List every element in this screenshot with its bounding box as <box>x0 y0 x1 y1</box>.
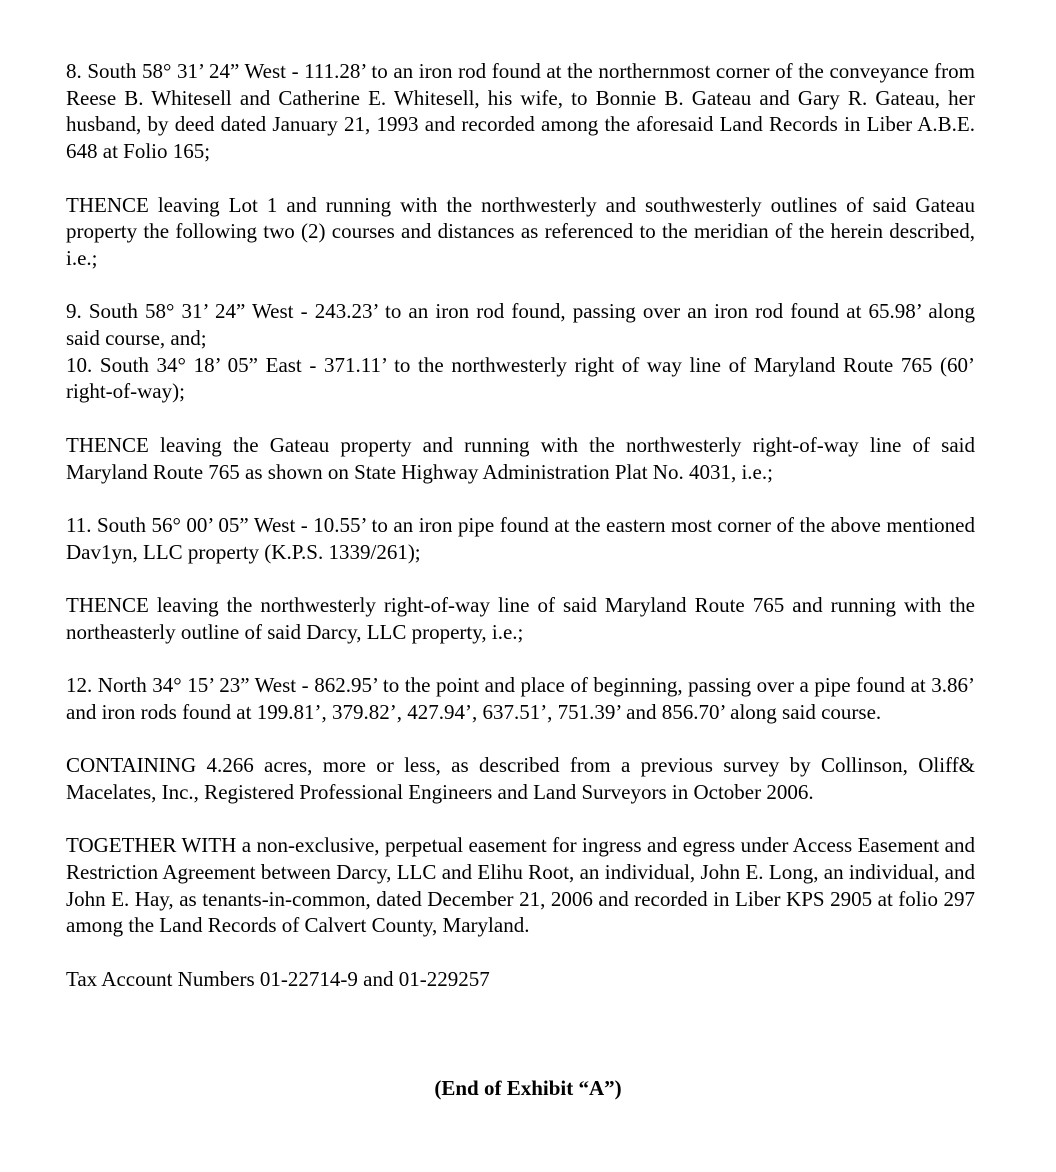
thence-route765-paragraph: THENCE leaving the northwesterly right-of-way line of said Maryland Route 765 and running with the northeasterly outline of said Darcy, LLC property, i.e.; <box>66 592 975 644</box>
containing-paragraph: CONTAINING 4.266 acres, more or less, as described from a previous survey by Collinson, Oliff& Macelates, Inc., Registered Professional Engineers and Land Surveyors in October 2006. <box>66 753 975 804</box>
paragraph-gap <box>66 272 975 299</box>
together-with-paragraph: TOGETHER WITH a non-exclusive, perpetual easement for ingress and egress under Access Easement and Restriction Agreement between Darcy, LLC and Elihu Root, an individual, John E. Long, an individual, and John E. Hay, as tenants-in-common, dated December 21, 2006 and recorded in Liber KPS 2905 at folio 297 among the Land Records of Calvert County, Maryland. <box>66 833 975 938</box>
paragraph-gap <box>66 565 975 592</box>
course-10-paragraph: 10. South 34° 18’ 05” East - 371.11’ to the northwesterly right of way line of Maryland Route 765 (60’ right-of-way); <box>66 352 975 404</box>
tax-account-paragraph: Tax Account Numbers 01-22714-9 and 01-229257 <box>66 966 490 991</box>
course-9-paragraph: 9. South 58° 31’ 24” West - 243.23’ to an iron rod found, passing over an iron rod found at 65.98’ along said course, and; <box>66 299 975 350</box>
paragraph-gap <box>66 165 975 192</box>
course-11-paragraph: 11. South 56° 00’ 05” West - 10.55’ to an iron pipe found at the eastern most corner of the above mentioned Dav1yn, LLC property (K.P.S. 1339/261); <box>66 512 975 564</box>
thence-gateau-paragraph: THENCE leaving the Gateau property and running with the northwesterly right-of-way line of said Maryland Route 765 as shown on State Highway Administration Plat No. 4031, i.e.; <box>66 432 975 484</box>
course-12-paragraph: 12. North 34° 15’ 23” West - 862.95’ to the point and place of beginning, passing over a pipe found at 3.86’ and iron rods found at 199.81’, 379.82’, 427.94’, 637.51’, 751.39’ and 856.70’ along said course. <box>66 673 975 724</box>
paragraph-gap <box>66 645 975 672</box>
document-body <box>66 58 975 992</box>
end-of-exhibit-footer: (End of Exhibit “A”) <box>434 1076 622 1100</box>
paragraph-gap <box>66 485 975 512</box>
paragraph-gap <box>66 405 975 432</box>
paragraph-gap <box>66 939 975 966</box>
paragraph-gap <box>66 725 975 752</box>
thence-lot1-paragraph: THENCE leaving Lot 1 and running with the northwesterly and southwesterly outlines of said Gateau property the following two (2) courses and distances as referenced to the meridian of the herein described, i.e.; <box>66 192 975 270</box>
course-8-paragraph: 8. South 58° 31’ 24” West - 111.28’ to an iron rod found at the northernmost corner of the conveyance from Reese B. Whitesell and Catherine E. Whitesell, his wife, to Bonnie B. Gateau and Gary R. Gateau, her husband, by deed dated January 21, 1993 and recorded among the aforesaid Land Records in Liber A.B.E. 648 at Folio 165; <box>66 59 975 164</box>
paragraph-gap <box>66 806 975 833</box>
